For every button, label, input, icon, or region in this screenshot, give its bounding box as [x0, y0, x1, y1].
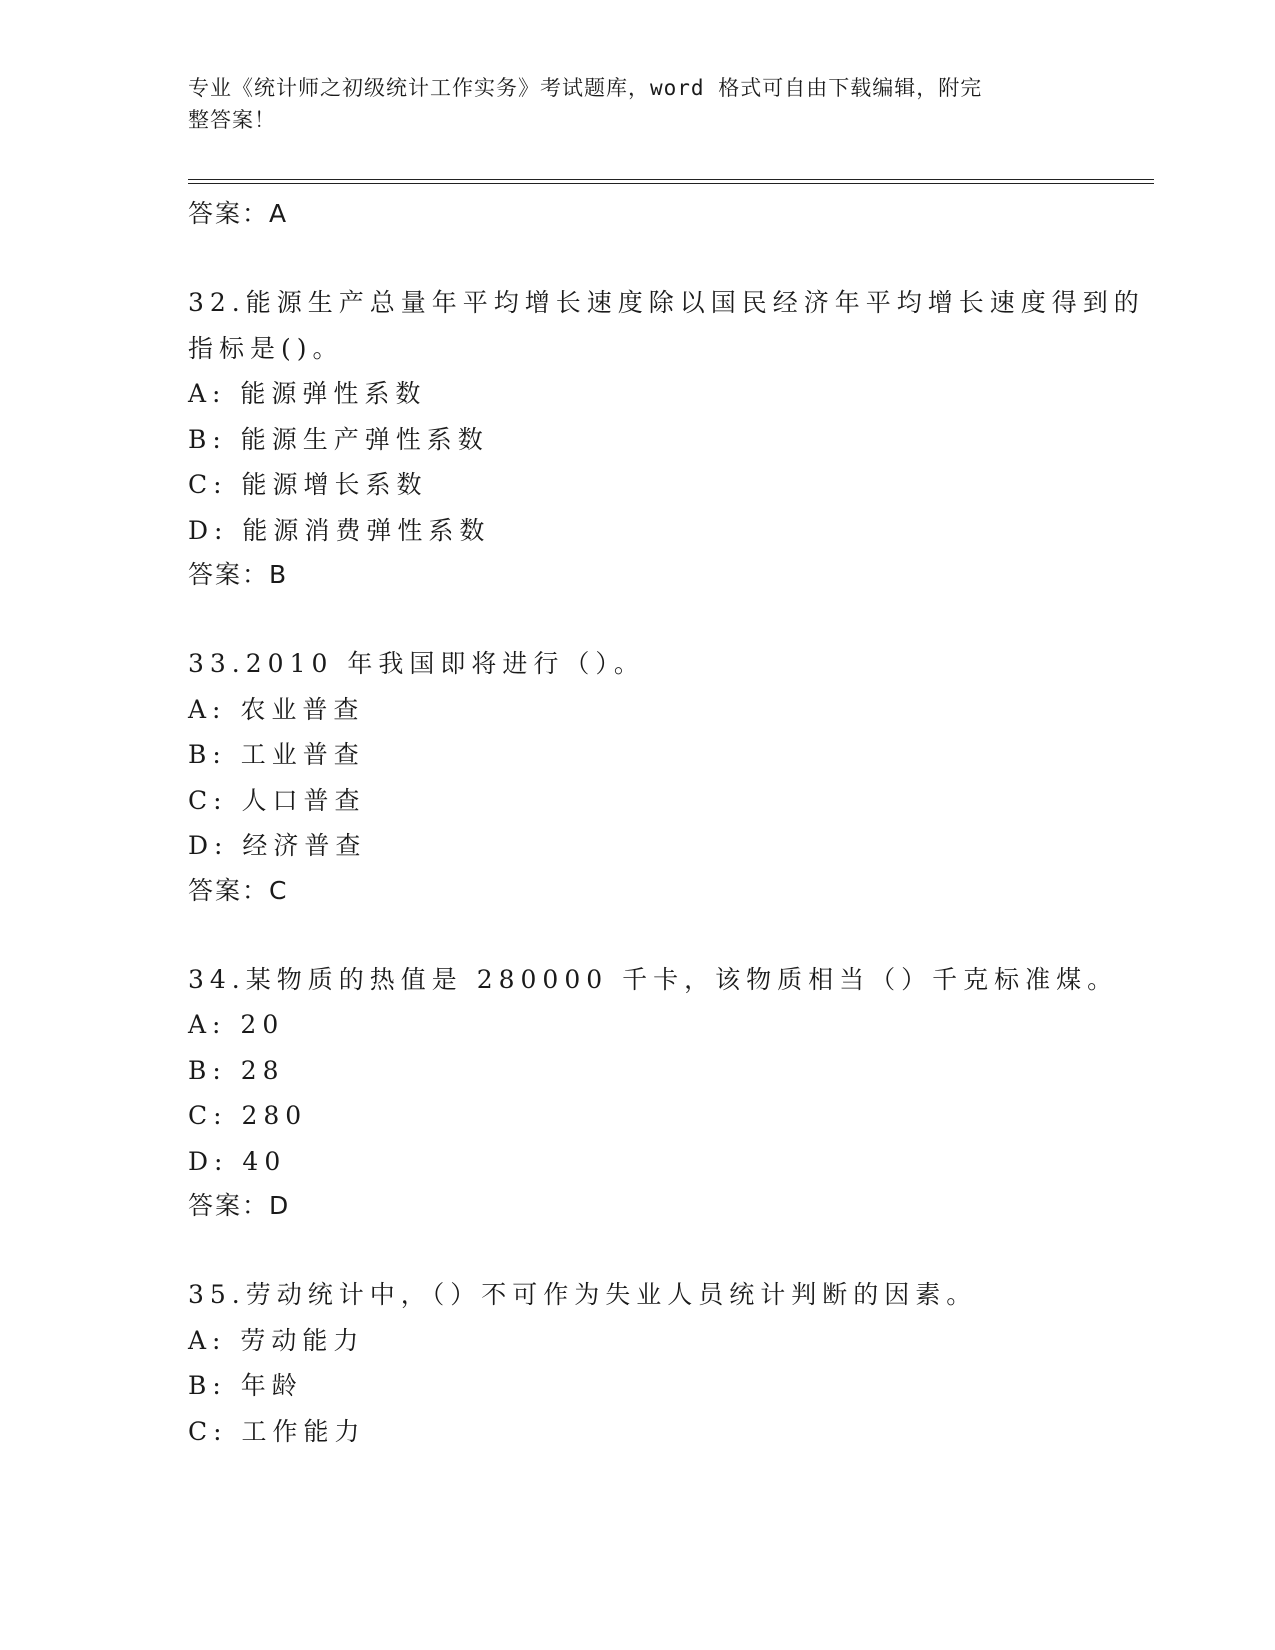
question-35 [188, 1272, 1088, 1454]
question-34 [188, 957, 1119, 1229]
question-content [188, 192, 1145, 1454]
answer: 答案：B [188, 560, 289, 589]
option-a: A: 农业普查 [188, 694, 365, 724]
answer: 答案：C [188, 875, 289, 905]
option-b: B: 28 [188, 1055, 285, 1085]
previous-answer: 答案：A [188, 199, 289, 228]
header-rule-top [188, 179, 1154, 180]
option-b: B: 工业普查 [188, 740, 365, 769]
header-line-1: 专业《统计师之初级统计工作实务》考试题库，word 格式可自由下载编辑，附完 [188, 76, 983, 100]
option-c: C: 工作能力 [188, 1416, 366, 1446]
option-a: A: 劳动能力 [188, 1325, 365, 1355]
question-33 [188, 641, 1088, 913]
option-a: A: 20 [188, 1010, 285, 1039]
question-text: 指标是()。 [188, 333, 344, 363]
question-text: 34.某物质的热值是 280000 千卡，该物质相当（）千克标准煤。 [188, 964, 1119, 994]
option-c: C: 人口普查 [188, 785, 366, 815]
option-d: D: 40 [188, 1146, 287, 1176]
option-b: B: 年龄 [188, 1371, 303, 1400]
question-32 [188, 280, 1145, 597]
option-d: D: 能源消费弹性系数 [188, 515, 491, 545]
option-a: A: 能源弹性系数 [188, 379, 427, 408]
answer: 答案：D [188, 1191, 291, 1220]
option-b: B: 能源生产弹性系数 [188, 424, 489, 454]
option-c: C: 能源增长系数 [188, 470, 428, 499]
header-rule-bottom [188, 183, 1154, 184]
question-text: 32.能源生产总量年平均增长速度除以国民经济年平均增长速度得到的 [188, 288, 1145, 317]
option-d: D: 经济普查 [188, 831, 367, 860]
question-text: 33.2010 年我国即将进行（）。 [188, 649, 645, 678]
header-line-2: 整答案！ [188, 108, 276, 132]
question-text: 35.劳动统计中，（）不可作为失业人员统计判断的因素。 [188, 1280, 978, 1309]
document-header [188, 72, 1068, 136]
option-c: C: 280 [188, 1101, 308, 1130]
